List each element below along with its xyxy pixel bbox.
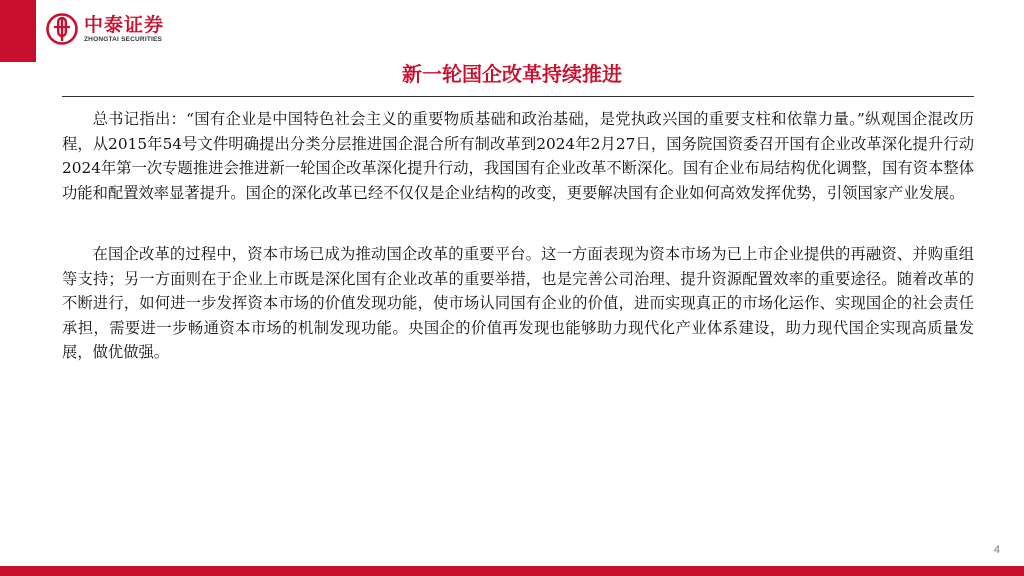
brand-logo (46, 13, 164, 45)
footer-accent-bar (0, 566, 1024, 576)
brand-name-en: ZHONGTAI SECURITIES (84, 35, 163, 43)
title-divider (62, 96, 974, 97)
paragraph-2: 在国企改革的过程中，资本市场已成为推动国企改革的重要平台。这一方面表现为资本市场为已上市企业提供的再融资、并购重组等支持；另一方面则在于企业上市既是深化国有企业改革的重要举措，也是完善公司治理、提升资源配置效率的重要途径。随着改革的不断进行，如何进一步发挥资本市场的价值发现功能，使市场认同国有企业的价值，进而实现真正的市场化运作、实现国企的社会责任承担，需要进一步畅通资本市场的机制发现功能。央国企的价值再发现也能够助力现代化产业体系建设，助力现代国企实现高质量发展，做优做强。 (62, 245, 974, 361)
brand-name-cn: 中泰证券 (84, 13, 165, 36)
brand-accent-bar (0, 0, 36, 62)
paragraph-1: 总书记指出：“国有企业是中国特色社会主义的重要物质基础和政治基础，是党执政兴国的重要支柱和依靠力量。”纵观国企混改历程，从2015年54号文件明确提出分类分层推进国企混合所有制改革到2024年2月27日，国务院国资委召开国有企业改革深化提升行动2024年第一次专题推进会推进新一轮国企改革深化提升行动，我国国有企业改革不断深化。国有企业布局结构优化调整，国有资本整体功能和配置效率显著提升。国企的深化改革已经不仅仅是企业结构的改变，更要解决国有企业如何高效发挥优势，引领国家产业发展。 (62, 110, 974, 202)
slide-title: 新一轮国企改革持续推进 (402, 62, 622, 86)
slide-body (62, 107, 974, 365)
zhongtai-logo-icon (46, 13, 78, 45)
page-number: 4 (993, 544, 1000, 556)
